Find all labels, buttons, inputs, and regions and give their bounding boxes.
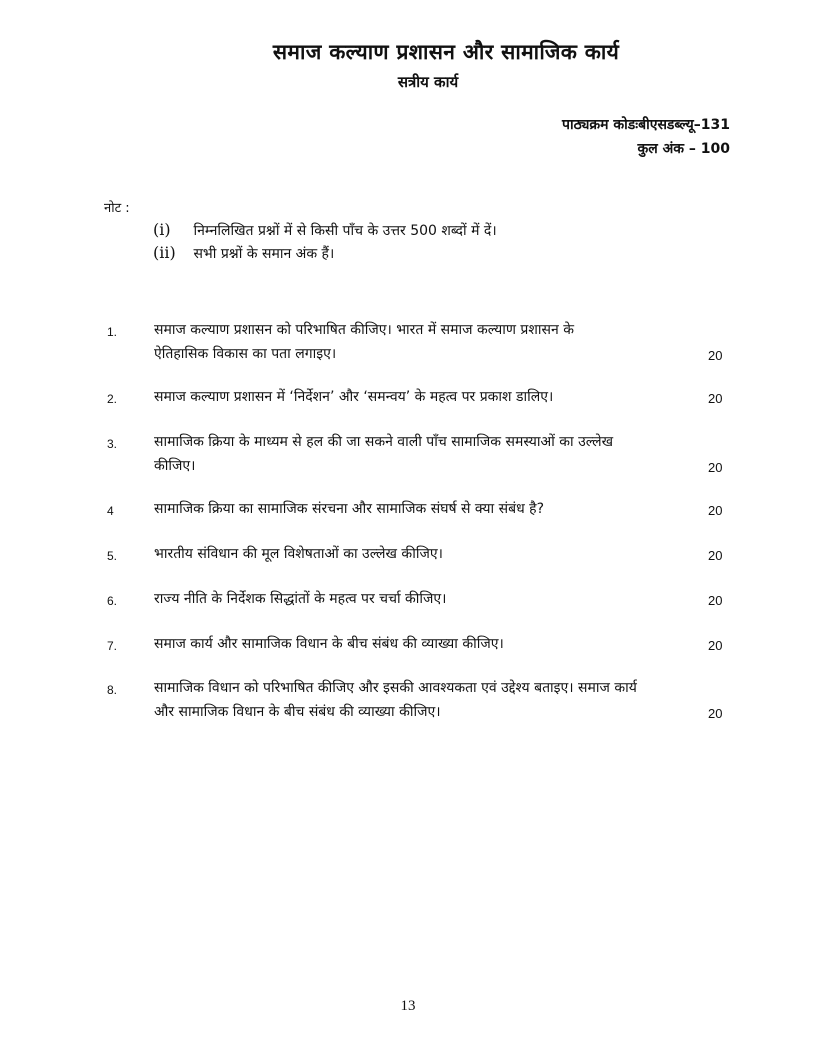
question-line: कीजिए। xyxy=(154,458,196,474)
note-item-1 xyxy=(153,220,497,240)
question-line: सामाजिक विधान को परिभाषित कीजिए और इसकी आवश्यकता एवं उद्देश्य बताइए। समाज कार्य xyxy=(154,680,637,696)
note-item-1-roman: (i) xyxy=(153,220,171,239)
question-marks: 20 xyxy=(708,348,723,363)
question-marks: 20 xyxy=(708,460,723,475)
page-number: 13 xyxy=(400,998,416,1014)
document-title: समाज कल्याण प्रशासन और सामाजिक कार्य xyxy=(272,40,620,64)
note-item-2-text: सभी प्रश्नों के समान अंक हैं। xyxy=(193,246,335,262)
question-number: 6. xyxy=(107,594,118,608)
question-marks: 20 xyxy=(708,706,723,721)
note-item-1-text: निम्नलिखित प्रश्नों में से किसी पाँच के उत्तर 500 शब्दों में दें। xyxy=(193,223,497,239)
total-marks: कुल अंक – 100 xyxy=(637,141,730,157)
question-number: 1. xyxy=(107,325,118,339)
question-marks: 20 xyxy=(708,638,723,653)
question-text xyxy=(154,632,699,656)
note-item-2 xyxy=(153,243,334,263)
question-marks: 20 xyxy=(708,593,723,608)
question-text xyxy=(154,385,699,409)
question-marks: 20 xyxy=(708,391,723,406)
question-marks: 20 xyxy=(708,503,723,518)
question-line: राज्य नीति के निर्देशक सिद्धांतों के महत्व पर चर्चा कीजिए। xyxy=(154,591,447,607)
question-line: समाज कल्याण प्रशासन को परिभाषित कीजिए। भारत में समाज कल्याण प्रशासन के xyxy=(154,322,574,338)
question-line: सामाजिक क्रिया का सामाजिक संरचना और सामाजिक संघर्ष से क्या संबंध है? xyxy=(154,501,545,517)
question-line: सामाजिक क्रिया के माध्यम से हल की जा सकने वाली पाँच सामाजिक समस्याओं का उल्लेख xyxy=(154,434,614,450)
course-code: पाठ्यक्रम कोडःबीएसडब्ल्यू–131 xyxy=(562,117,730,133)
document-subtitle: सत्रीय कार्य xyxy=(397,73,459,91)
note-label: नोट : xyxy=(104,201,130,216)
question-text xyxy=(154,587,699,611)
note-item-2-roman: (ii) xyxy=(153,243,176,262)
question-line: समाज कल्याण प्रशासन में ‘निर्देशन’ और ‘समन्वय’ के महत्व पर प्रकाश डालिए। xyxy=(154,389,554,405)
question-line: और सामाजिक विधान के बीच संबंध की व्याख्या कीजिए। xyxy=(154,704,441,720)
question-text xyxy=(154,430,699,478)
question-marks: 20 xyxy=(708,548,723,563)
question-text xyxy=(154,676,699,724)
question-line: ऐतिहासिक विकास का पता लगाइए। xyxy=(154,346,337,362)
question-number: 8. xyxy=(107,683,118,697)
question-line: समाज कार्य और सामाजिक विधान के बीच संबंध की व्याख्या कीजिए। xyxy=(154,636,504,652)
question-number: 3. xyxy=(107,437,118,451)
question-line: भारतीय संविधान की मूल विशेषताओं का उल्लेख कीजिए। xyxy=(154,546,443,562)
question-number: 4 xyxy=(107,504,114,518)
question-text xyxy=(154,542,699,566)
question-number: 5. xyxy=(107,549,118,563)
question-text xyxy=(154,318,699,366)
question-text xyxy=(154,497,699,521)
question-number: 2. xyxy=(107,392,118,406)
question-number: 7. xyxy=(107,639,118,653)
